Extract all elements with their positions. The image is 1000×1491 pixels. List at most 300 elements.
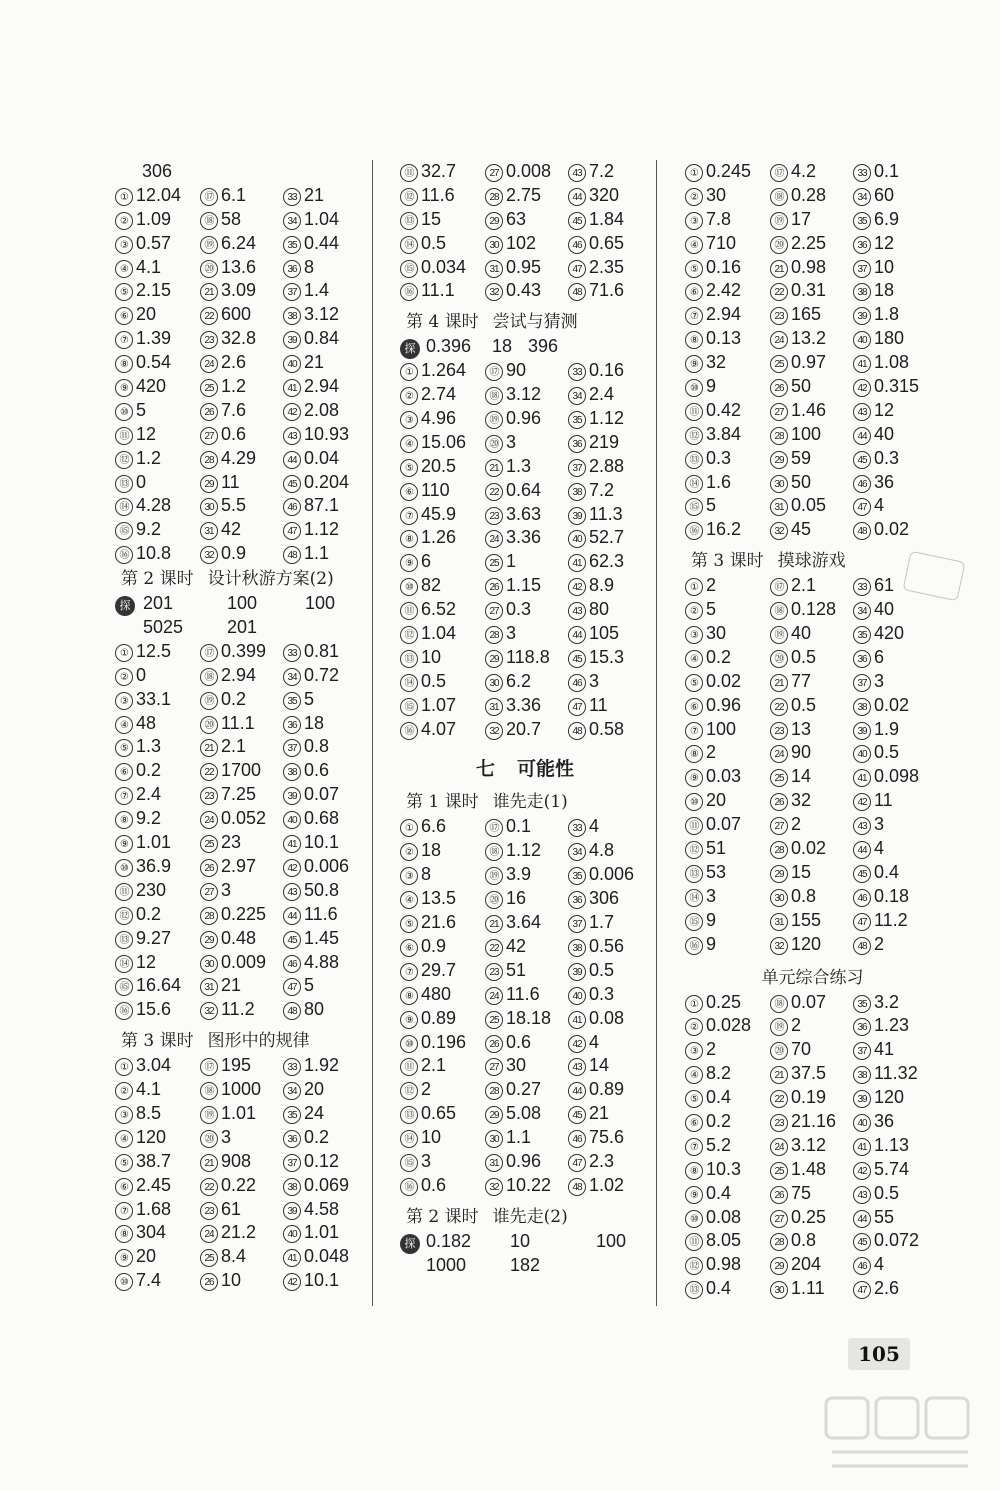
question-number: 24 [200,1225,218,1243]
question-number: 41 [568,1011,586,1029]
answer-cell [685,1110,731,1134]
answer-cell [115,1078,161,1102]
answer-value: 90 [791,742,812,763]
question-number: 37 [283,283,301,301]
question-number: 21 [200,283,218,301]
answer-value: 10 [874,256,895,277]
answer-cell [770,184,826,208]
answer-value: 0.6 [304,760,330,781]
answer-cell [115,855,171,879]
answer-value: 2.1 [221,736,247,757]
answer-row [685,694,940,718]
answer-cell [568,1078,624,1102]
answer-value: 5 [706,495,717,516]
answer-cell [770,279,826,303]
column-divider [372,160,373,1306]
question-number: ④ [115,716,133,734]
answer-value: 0.6 [506,1031,532,1052]
answer-value: 0.25 [706,991,742,1012]
answer-cell [685,861,726,885]
answer-row [685,303,940,327]
answer-row [685,279,940,303]
answer-cell [200,974,241,998]
answer-cell [685,1014,751,1038]
question-number: 33 [853,578,871,596]
answer-value: 3.36 [506,527,542,548]
answer-cell [200,640,266,664]
question-number: ⑤ [685,1090,703,1108]
answer-value: 2 [791,814,802,835]
answer-cell [685,232,736,256]
question-number: ⑲ [200,1106,218,1124]
question-number: ⑰ [200,644,218,662]
answer-cell [200,399,246,423]
question-number: 39 [283,1202,301,1220]
answer-cell [283,712,324,736]
answer-cell [115,998,171,1022]
answer-value: 0.098 [874,766,920,787]
question-number: 28 [485,188,503,206]
answer-value: 0.4 [706,1278,732,1299]
answer-cell [770,1253,821,1277]
answer-row [685,1182,940,1206]
answer-cell [568,503,623,527]
question-number: ⑲ [200,692,218,710]
lesson-label: 第 2 课时 [121,569,194,590]
question-number: ⑧ [685,1162,703,1180]
question-number: 29 [770,865,788,883]
answer-cell [200,327,256,351]
answer-value: 3.2 [874,991,900,1012]
answer-cell [485,383,541,407]
question-number: 46 [568,674,586,692]
answer-value: 21.16 [791,1110,837,1131]
question-number: ④ [115,260,133,278]
answer-value: 1.12 [506,840,542,861]
answer-row [400,887,650,911]
answer-value: 21 [304,184,325,205]
answer-row [685,471,940,495]
question-number: ⑳ [200,260,218,278]
answer-value: 0.97 [791,352,827,373]
answer-cell [770,1110,836,1134]
question-number: 47 [568,698,586,716]
answer-value: 2.94 [221,664,257,685]
answer-value: 3 [874,670,885,691]
answer-cell [485,1031,531,1055]
question-number: ⑭ [685,475,703,493]
answer-value: 2.1 [421,1055,447,1076]
answer-value: 11.32 [874,1063,918,1084]
answer-value: 908 [221,1150,252,1171]
answer-row [685,447,940,471]
question-number: ⑧ [685,331,703,349]
answer-value: 2.35 [589,256,625,277]
answer-value: 21.6 [421,912,457,933]
answer-cell [770,718,811,742]
answer-row [115,807,360,831]
answer-cell [568,670,599,694]
question-number: ⑦ [685,722,703,740]
answer-value: 32.8 [221,328,257,349]
answer-cell [770,232,826,256]
question-number: 24 [770,745,788,763]
answer-cell [770,423,821,447]
answer-row [115,494,360,518]
section-heading [115,1028,360,1054]
answer-row [115,232,360,256]
answer-cell [115,1126,166,1150]
question-number: ⑤ [115,283,133,301]
question-number: ⑥ [115,1178,133,1196]
answer-value: 0.43 [506,280,542,301]
answer-value: 10.8 [136,543,172,564]
answer-value: 6.9 [874,208,900,229]
answer-cell [685,991,741,1015]
answer-cell [853,1134,909,1158]
answer-cell [685,423,741,447]
question-number: ⑦ [115,787,133,805]
answer-cell [853,991,899,1015]
answer-value: 0.65 [589,232,625,253]
question-number: ⑬ [115,931,133,949]
answer-value: 0.2 [304,1126,330,1147]
question-number: 25 [770,1162,788,1180]
answer-value: 0.028 [706,1015,752,1036]
answer-value: 37.5 [791,1063,827,1084]
answer-value: 0.182 [426,1230,472,1251]
question-number: 21 [770,1066,788,1084]
question-number: ⑳ [770,236,788,254]
section-title: 尝试与猜测 [492,312,578,333]
answer-cell [568,184,619,208]
section-heading [685,965,940,991]
question-number: 26 [770,1186,788,1204]
answer-value: 2.25 [791,232,827,253]
answer-row [685,518,940,542]
answer-cell [115,1150,171,1174]
answer-value: 15.06 [421,431,467,452]
answer-cell [115,256,161,280]
answer-value: 1.1 [506,1127,532,1148]
answer-value: 20 [304,1079,325,1100]
question-number: ⑨ [400,554,418,572]
question-number: ⑬ [400,1106,418,1124]
answer-value: 0.98 [706,1254,742,1275]
question-number: ⑱ [485,387,503,405]
question-number: ⑩ [400,1035,418,1053]
question-number: 25 [200,1249,218,1267]
answer-cell [770,256,826,280]
answer-cell [685,399,741,423]
answer-value: 11.3 [589,503,623,524]
answer-cell [853,351,909,375]
answer-value: 3 [874,814,885,835]
question-number: ⑲ [485,867,503,885]
answer-value: 4 [874,838,885,859]
question-number: 35 [853,995,871,1013]
answer-value: 0.13 [706,328,742,349]
answer-cell [283,688,314,712]
question-number: 42 [853,1162,871,1180]
answer-value: 180 [874,328,905,349]
answer-value: 0.128 [791,599,837,620]
answer-cell [568,694,608,718]
answer-value: 0.96 [506,1150,542,1171]
answer-row [685,670,940,694]
question-number: ③ [115,692,133,710]
question-number: 45 [853,865,871,883]
answer-cell [400,383,456,407]
answer-cell [115,1245,156,1269]
answer-value: 0.84 [304,328,340,349]
answer-cell [685,184,726,208]
answer-cell [200,1269,241,1293]
question-number: 47 [853,1281,871,1299]
answer-row [400,1150,650,1174]
answer-cell [200,1102,256,1126]
answer-value: 3 [221,879,232,900]
question-number: 28 [200,451,218,469]
answer-value: 11 [221,471,240,492]
answer-value: 204 [791,1254,822,1275]
answer-grid [685,574,940,956]
answer-cell [283,951,339,975]
answer-value: 0.98 [791,256,827,277]
answer-value: 6 [874,646,885,667]
answer-cell [770,933,821,957]
answer-cell [283,640,339,664]
answer-value: 6 [421,551,432,572]
answer-value: 11.6 [506,983,540,1004]
answer-value: 420 [136,376,167,397]
answer-cell [283,1054,339,1078]
answer-value: 0.05 [791,495,827,516]
answer-value: 1.9 [874,718,900,739]
answer-cell [853,1253,884,1277]
answer-cell [485,839,541,863]
question-number: 21 [770,674,788,692]
answer-cell [115,735,161,759]
answer-value: 1.264 [421,360,467,381]
answer-grid [400,359,650,741]
answer-cell [853,646,884,670]
question-number: ⑥ [115,763,133,781]
answer-cell [400,256,466,280]
answer-value: 52.7 [589,527,625,548]
question-number: 42 [853,379,871,397]
answer-value: 2.4 [589,384,615,405]
answer-row [685,813,940,837]
answer-row [115,855,360,879]
answer-cell [770,447,811,471]
question-number: 40 [283,1225,301,1243]
answer-row [400,184,650,208]
answer-row [115,375,360,399]
question-number: 24 [770,1138,788,1156]
answer-row [685,741,940,765]
answer-row [115,688,360,712]
question-number: ② [685,188,703,206]
answer-value: 8.4 [221,1246,247,1267]
answer-value: 0.95 [506,256,542,277]
question-number: 21 [770,260,788,278]
question-number: 38 [853,283,871,301]
answer-value: 2.1 [791,575,817,596]
answer-row [115,974,360,998]
answer-cell [485,670,531,694]
answer-value: 0.052 [221,808,267,829]
answer-cell [283,974,314,998]
question-number: 45 [568,650,586,668]
question-number: 28 [485,626,503,644]
answer-cell [685,471,731,495]
question-number: 33 [283,1058,301,1076]
question-number: 41 [853,769,871,787]
answer-cell [770,574,816,598]
question-number: 26 [485,578,503,596]
question-number: 45 [853,451,871,469]
answer-cell [770,837,826,861]
answer-row [115,998,360,1022]
question-number: 39 [568,507,586,525]
answer-cell [400,598,456,622]
answer-row [115,712,360,736]
question-number: 48 [853,937,871,955]
answer-value: 6.1 [221,184,247,205]
question-number: ⑪ [115,883,133,901]
answer-value: 0.57 [136,232,172,253]
question-number: 34 [283,212,301,230]
answer-cell [853,1206,894,1230]
answer-row [115,399,360,423]
question-number: 47 [283,978,301,996]
answer-value: 1.46 [791,399,827,420]
question-number: ⑭ [400,1130,418,1148]
question-number: 39 [283,331,301,349]
answer-row [400,1102,650,1126]
answer-value: 18 [492,336,513,357]
answer-cell [200,232,256,256]
answer-value: 0.04 [304,447,340,468]
answer-value: 62.3 [589,551,625,572]
answer-row [685,1229,940,1253]
answer-cell [685,574,716,598]
answer-value: 80 [589,599,610,620]
question-number: ⑱ [770,602,788,620]
answer-row [115,471,360,495]
question-number: 23 [200,331,218,349]
answer-row [400,359,650,383]
answer-value: 1.1 [304,543,330,564]
answer-value: 40 [791,623,812,644]
answer-cell [400,550,431,574]
answer-row [400,1126,650,1150]
answer-cell [485,646,550,670]
answer-value: 0.225 [221,903,267,924]
answer-value: 1000 [221,1079,262,1100]
answer-value: 396 [528,336,559,357]
watermark-logo-icon [818,1390,983,1485]
answer-row [685,184,940,208]
answer-value: 1.23 [874,1015,910,1036]
question-number: 31 [485,698,503,716]
answer-value: 50 [791,376,812,397]
answer-cell [770,1038,811,1062]
answer-cell [200,807,266,831]
answer-cell [770,351,826,375]
question-number: ⑪ [400,602,418,620]
question-number: ⑳ [770,650,788,668]
answer-cell [283,1174,349,1198]
answer-cell [853,789,893,813]
question-number: 29 [200,475,218,493]
question-number: ⑲ [770,626,788,644]
explore-answer-row [400,335,650,359]
question-number: ⑭ [115,955,133,973]
answer-row [400,959,650,983]
answer-row [685,1038,940,1062]
answer-cell [200,1174,256,1198]
question-number: 29 [485,212,503,230]
question-number: ⑮ [400,1154,418,1172]
answer-row [115,1174,360,1198]
answer-value: 5.5 [221,495,247,516]
answer-cell [400,1007,456,1031]
answer-value: 2.94 [706,304,742,325]
answer-cell [685,279,741,303]
answer-cell [400,1126,441,1150]
answer-cell [568,359,624,383]
answer-cell [853,208,899,232]
answer-cell [853,518,909,542]
answer-value: 0.02 [874,519,910,540]
question-number: 40 [853,745,871,763]
section-title: 单元综合练习 [761,967,864,988]
answer-value: 1000 [426,1254,467,1275]
answer-value: 0.81 [304,640,340,661]
question-number: ⑲ [485,411,503,429]
answer-cell [568,431,619,455]
answer-cell [200,1150,251,1174]
question-number: 39 [853,307,871,325]
answer-value: 21.2 [221,1222,257,1243]
answer-cell [283,232,339,256]
answer-cell [283,879,339,903]
answer-value: 21 [304,352,325,373]
answer-row [115,759,360,783]
answer-cell [115,1269,161,1293]
question-number: ⑧ [685,745,703,763]
question-number: ⑫ [685,841,703,859]
answer-value: 12.04 [136,184,182,205]
question-number: ① [685,164,703,182]
question-number: 46 [283,498,301,516]
question-number: 46 [568,236,586,254]
question-number: ⑪ [400,164,418,182]
answer-value: 5025 [143,617,184,638]
answer-cell [685,160,751,184]
answer-cell [568,160,614,184]
answer-value: 6.6 [421,816,447,837]
answer-value: 100 [596,1230,627,1251]
question-number: 47 [283,522,301,540]
answer-value: 32 [791,790,812,811]
answer-row [115,303,360,327]
question-number: ⑪ [400,1058,418,1076]
answer-value: 1.3 [506,455,532,476]
answer-cell [115,879,166,903]
